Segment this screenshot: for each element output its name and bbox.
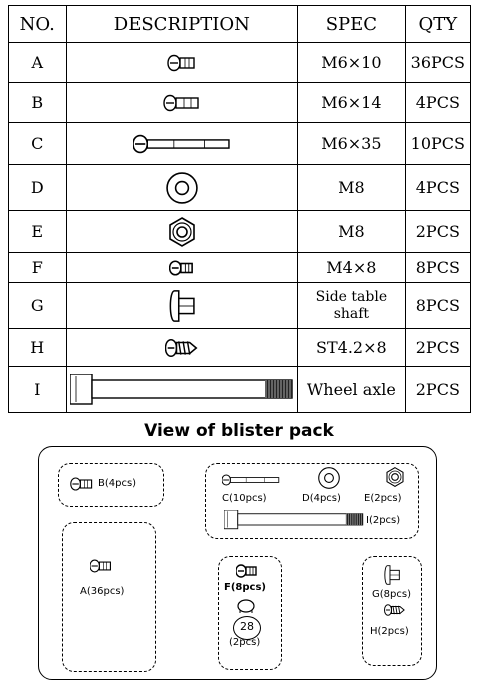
- row-no: I: [9, 367, 67, 413]
- pan-head-bolt-short-icon: [90, 558, 112, 574]
- small-screw-icon: [236, 563, 258, 579]
- blister-pack-title: View of blister pack: [144, 421, 334, 441]
- blister-label-d: D(4pcs): [302, 493, 341, 504]
- side-table-shaft-icon: [384, 565, 400, 585]
- small-screw-icon: [169, 259, 195, 277]
- table-header-row: [9, 6, 471, 43]
- header-spec: SPEC: [298, 6, 406, 43]
- row-no: H: [9, 329, 67, 367]
- hex-nut-icon: [167, 217, 197, 247]
- table-row: [9, 43, 471, 83]
- row-qty: 10PCS: [405, 123, 470, 165]
- blister-label-b: B(4pcs): [98, 478, 137, 489]
- row-no: F: [9, 253, 67, 283]
- row-qty: 8PCS: [405, 253, 470, 283]
- row-spec: Wheel axle: [298, 367, 406, 413]
- row-spec: M6×14: [298, 83, 406, 123]
- row-spec: M8: [298, 211, 406, 253]
- pan-head-bolt-medium-icon: [68, 476, 96, 492]
- side-table-shaft-icon: [169, 290, 195, 322]
- table-row: [9, 253, 471, 283]
- table-row: [9, 83, 471, 123]
- row-no: G: [9, 283, 67, 329]
- row-qty: 2PCS: [405, 367, 470, 413]
- row-no: D: [9, 165, 67, 211]
- self-tapping-screw-icon: [165, 337, 199, 359]
- row-no: C: [9, 123, 67, 165]
- pan-head-bolt-medium-icon: [160, 93, 204, 113]
- blister-label-g: G(8pcs): [372, 589, 411, 600]
- table-row: [9, 165, 471, 211]
- row-no: E: [9, 211, 67, 253]
- blister-label-e: E(2pcs): [364, 493, 402, 504]
- blister-label-a: A(36pcs): [80, 586, 125, 597]
- flat-washer-icon: [318, 467, 340, 489]
- blister-label-i: I(2pcs): [366, 515, 401, 526]
- hex-nut-icon: [385, 467, 405, 487]
- row-no: B: [9, 83, 67, 123]
- pan-head-bolt-long-icon: [222, 473, 280, 487]
- self-tapping-screw-icon: [384, 603, 406, 617]
- row-qty: 4PCS: [405, 165, 470, 211]
- table-row: [9, 123, 471, 165]
- table-row: [9, 329, 471, 367]
- row-spec: M4×8: [298, 253, 406, 283]
- table-row: [9, 283, 471, 329]
- table-row: [9, 211, 471, 253]
- header-description: DESCRIPTION: [66, 6, 298, 43]
- cap-icon: [236, 598, 256, 614]
- blister-label-f: F(8pcs): [224, 582, 266, 593]
- row-qty: 2PCS: [405, 211, 470, 253]
- pan-head-bolt-short-icon: [165, 53, 199, 73]
- blister-cap-number: 28: [233, 616, 261, 640]
- row-spec: M6×10: [298, 43, 406, 83]
- parts-table: [8, 5, 471, 413]
- row-qty: 36PCS: [405, 43, 470, 83]
- header-qty: QTY: [405, 6, 470, 43]
- blister-label-h: H(2pcs): [370, 626, 409, 637]
- wheel-axle-icon: [224, 510, 364, 530]
- wheel-axle-icon: [70, 374, 294, 406]
- row-spec: ST4.2×8: [298, 329, 406, 367]
- flat-washer-icon: [166, 172, 198, 204]
- row-spec: M6×35: [298, 123, 406, 165]
- row-qty: 4PCS: [405, 83, 470, 123]
- blister-cell-a: [62, 522, 156, 672]
- row-qty: 8PCS: [405, 283, 470, 329]
- blister-label-c: C(10pcs): [222, 493, 267, 504]
- row-spec: Side table shaft: [298, 283, 406, 329]
- row-no: A: [9, 43, 67, 83]
- blister-cap-qty: (2pcs): [229, 637, 261, 648]
- row-qty: 2PCS: [405, 329, 470, 367]
- row-spec: M8: [298, 165, 406, 211]
- header-no: NO.: [9, 6, 67, 43]
- pan-head-bolt-long-icon: [133, 132, 231, 156]
- table-row: [9, 367, 471, 413]
